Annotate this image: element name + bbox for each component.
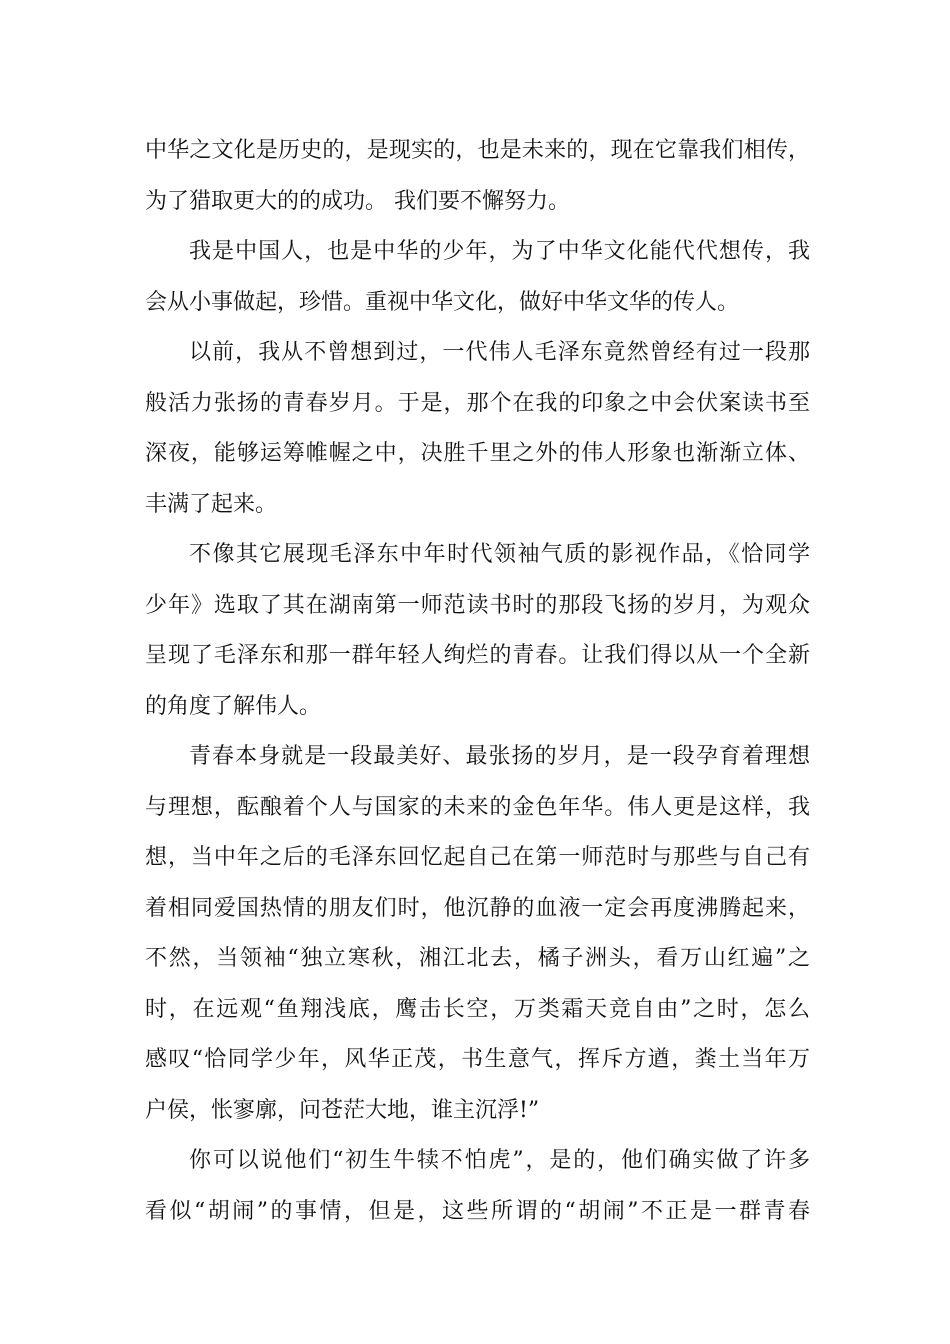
text-line: 感叹“恰同学少年，风华正茂，书生意气，挥斥方遒，粪土当年万	[145, 1047, 810, 1072]
text-line: 以前，我从不曾想到过，一代伟人毛泽东竟然曾经有过一段那	[189, 340, 810, 365]
text-line: 我是中国人，也是中华的少年，为了中华文化能代代想传，我	[189, 239, 810, 264]
text-line: 会从小事做起，珍惜。重视中华文化，做好中华文华的传人。	[145, 289, 740, 315]
text-line: 不然，当领袖“独立寒秋，湘江北去，橘子洲头，看万山红遍”之	[145, 946, 810, 971]
text-line: 丰满了起来。	[145, 491, 278, 517]
text-line: 看似“胡闹”的事情，但是，这些所谓的“胡闹”不正是一群青春	[145, 1198, 810, 1224]
text-line: 深夜，能够运筹帷幄之中，决胜千里之外的伟人形象也渐渐立体、	[145, 441, 810, 466]
text-line: 与理想，酝酿着个人与国家的未来的金色年华。伟人更是这样，我	[145, 794, 810, 820]
text-line: 时，在远观“鱼翔浅底，鹰击长空，万类霜天竞自由”之时，怎么	[145, 996, 810, 1022]
text-line: 少年》选取了其在湖南第一师范读书时的那段飞扬的岁月，为观众	[145, 592, 810, 618]
body-text	[145, 126, 810, 1237]
text-line: 想，当中年之后的毛泽东回忆起自己在第一师范时与那些与自己有	[145, 845, 810, 870]
text-line: 你可以说他们“初生牛犊不怕虎”，是的，他们确实做了许多	[189, 1148, 810, 1173]
paragraph	[145, 227, 810, 328]
text-line: 青春本身就是一段最美好、最张扬的岁月，是一段孕育着理想	[189, 744, 810, 769]
text-line: 不像其它展现毛泽东中年时代领袖气质的影视作品，《恰同学	[189, 542, 810, 567]
text-line: 户侯，怅寥廓，问苍茫大地，谁主沉浮!”	[145, 1097, 540, 1123]
text-line: 般活力张扬的青春岁月。于是，那个在我的印象之中会伏案读书至	[145, 390, 810, 416]
paragraph	[145, 328, 810, 530]
text-line: 为了猎取更大的的成功。 我们要不懈努力。	[145, 188, 570, 214]
paragraph	[145, 1136, 810, 1237]
text-line: 中华之文化是历史的，是现实的，也是未来的，现在它靠我们相传，	[145, 138, 810, 163]
text-line: 呈现了毛泽东和那一群年轻人绚烂的青春。让我们得以从一个全新	[145, 643, 810, 668]
text-line: 的角度了解伟人。	[145, 693, 322, 719]
text-line: 着相同爱国热情的朋友们时，他沉静的血液一定会再度沸腾起来，	[145, 895, 810, 921]
paragraph	[145, 732, 810, 1136]
paragraph	[145, 530, 810, 732]
paragraph	[145, 126, 810, 227]
